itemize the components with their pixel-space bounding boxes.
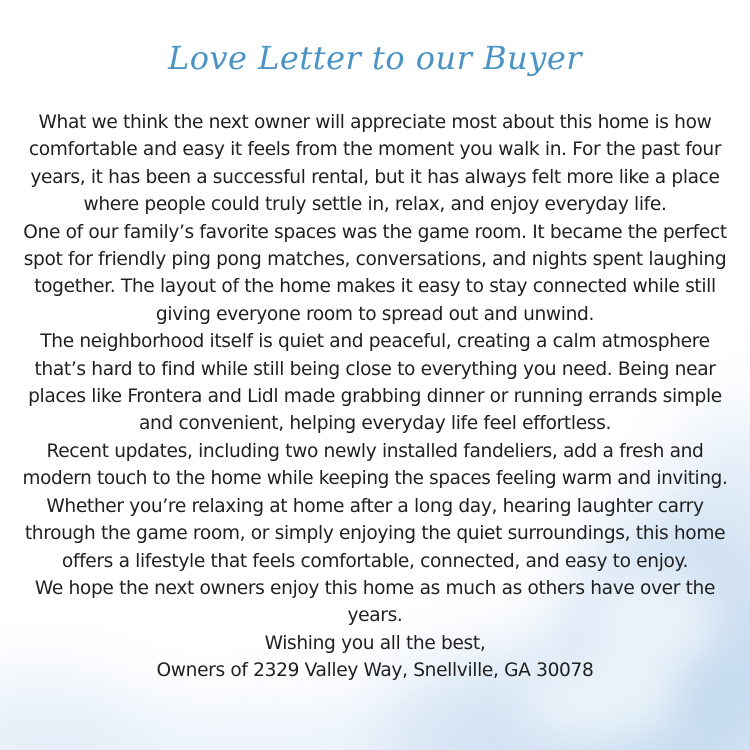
letter-line: spot for friendly ping pong matches, conversations, and nights spent laughing bbox=[23, 249, 727, 271]
letter-line: where people could truly settle in, relax, and enjoy everyday life. bbox=[83, 194, 667, 216]
letter-line: places like Frontera and Lidl made grabbing dinner or running errands simple bbox=[28, 386, 722, 408]
letter-body bbox=[20, 109, 730, 685]
letter-line: giving everyone room to spread out and unwind. bbox=[155, 303, 595, 325]
letter-line: comfortable and easy it feels from the moment you walk in. For the past four bbox=[28, 139, 722, 161]
letter-line: modern touch to the home while keeping the spaces feeling warm and inviting. bbox=[22, 468, 728, 490]
letter-line: years, it has been a successful rental, but it has always felt more like a place bbox=[30, 166, 720, 188]
signature-line: Owners of 2329 Valley Way, Snellville, GA 30078 bbox=[156, 660, 594, 682]
letter-line: Whether you’re relaxing at home after a long day, hearing laughter carry bbox=[46, 495, 704, 517]
letter-line: and convenient, helping everyday life feel effortless. bbox=[138, 413, 612, 435]
letter-title: Love Letter to our Buyer bbox=[167, 39, 583, 77]
letter-line: The neighborhood itself is quiet and peaceful, creating a calm atmosphere bbox=[40, 331, 710, 353]
letter-line: What we think the next owner will appreciate most about this home is how bbox=[38, 112, 712, 133]
letter-line: together. The layout of the home makes it easy to stay connected while still bbox=[34, 276, 716, 298]
letter-line: years. bbox=[347, 605, 403, 627]
letter-line: We hope the next owners enjoy this home as much as others have over the bbox=[34, 577, 716, 599]
letter-line: through the game room, or simply enjoying the quiet surroundings, this home bbox=[24, 523, 726, 545]
letter-line: that’s hard to find while still being close to everything you need. Being near bbox=[34, 358, 716, 380]
letter-line: One of our family’s favorite spaces was the game room. It became the perfect bbox=[23, 221, 727, 243]
closing-line: Wishing you all the best, bbox=[264, 632, 486, 654]
letter-line: offers a lifestyle that feels comfortable, connected, and easy to enjoy. bbox=[61, 550, 689, 572]
letter-line: Recent updates, including two newly installed fandeliers, add a fresh and bbox=[46, 440, 704, 462]
